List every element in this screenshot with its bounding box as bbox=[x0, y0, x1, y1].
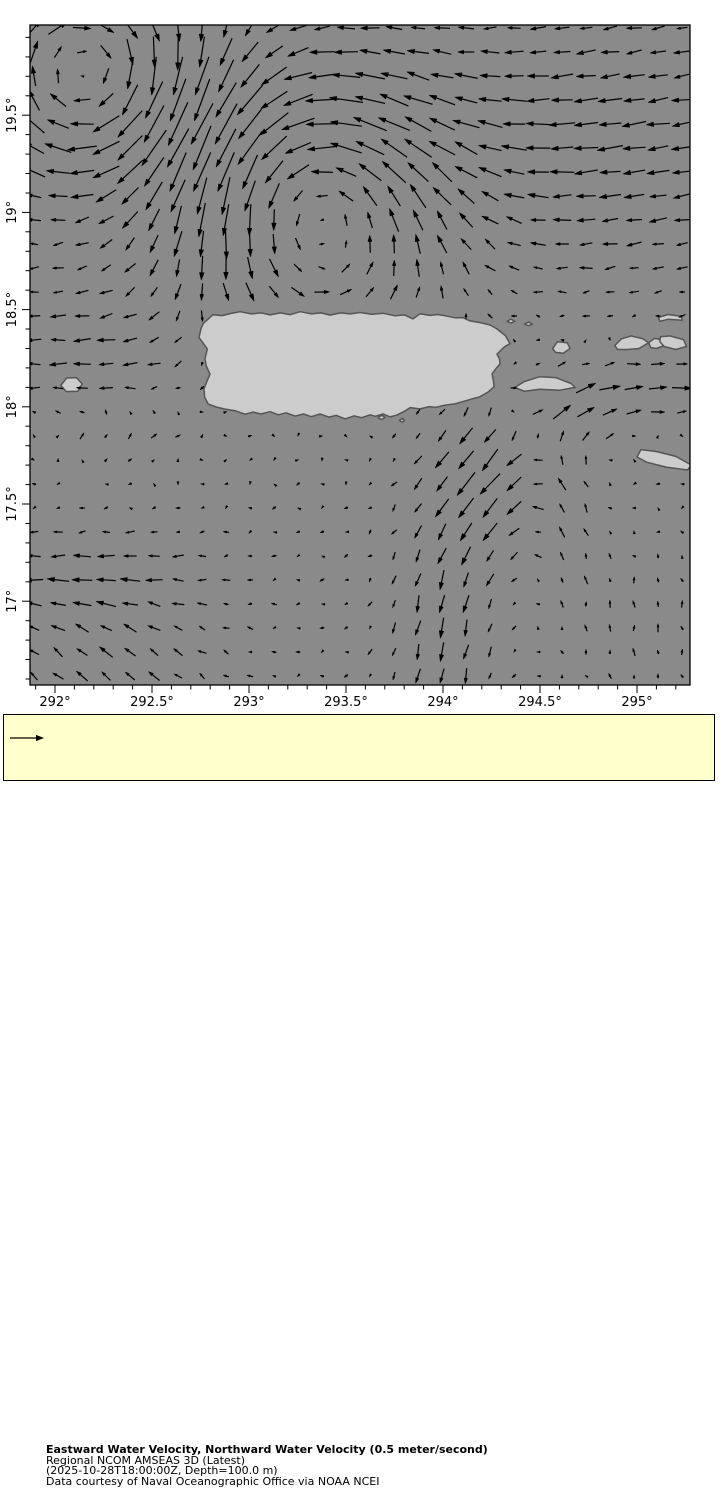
x-tick-label: 292° bbox=[39, 695, 70, 710]
y-tick-label: 18.5° bbox=[5, 292, 20, 327]
legend-reference-arrow-icon bbox=[8, 732, 46, 744]
y-tick-label: 18° bbox=[5, 395, 20, 418]
x-tick-label: 292.5° bbox=[130, 695, 174, 710]
x-tick-label: 294° bbox=[427, 695, 458, 710]
legend-dataset: Regional NCOM AMSEAS 3D (Latest) bbox=[46, 1456, 488, 1467]
legend-title: Eastward Water Velocity, Northward Water Velocity (0.5 meter/second) bbox=[46, 1445, 488, 1456]
legend-attribution: Data courtesy of Naval Oceanographic Office via NOAA NCEI bbox=[46, 1477, 488, 1488]
y-tick-label: 17.5° bbox=[5, 486, 20, 521]
x-tick-label: 294.5° bbox=[518, 695, 562, 710]
legend-text bbox=[46, 1445, 488, 1488]
legend-box bbox=[3, 714, 715, 781]
x-tick-label: 295° bbox=[621, 695, 652, 710]
x-axis-labels bbox=[39, 695, 652, 710]
x-tick-label: 293.5° bbox=[324, 695, 368, 710]
y-tick-label: 19° bbox=[5, 201, 20, 224]
legend-datetime-depth: (2025-10-28T18:00:00Z, Depth=100.0 m) bbox=[46, 1466, 488, 1477]
x-tick-label: 293° bbox=[233, 695, 264, 710]
y-axis-labels bbox=[5, 97, 20, 612]
y-tick-label: 19.5° bbox=[5, 97, 20, 132]
y-tick-label: 17° bbox=[5, 590, 20, 613]
